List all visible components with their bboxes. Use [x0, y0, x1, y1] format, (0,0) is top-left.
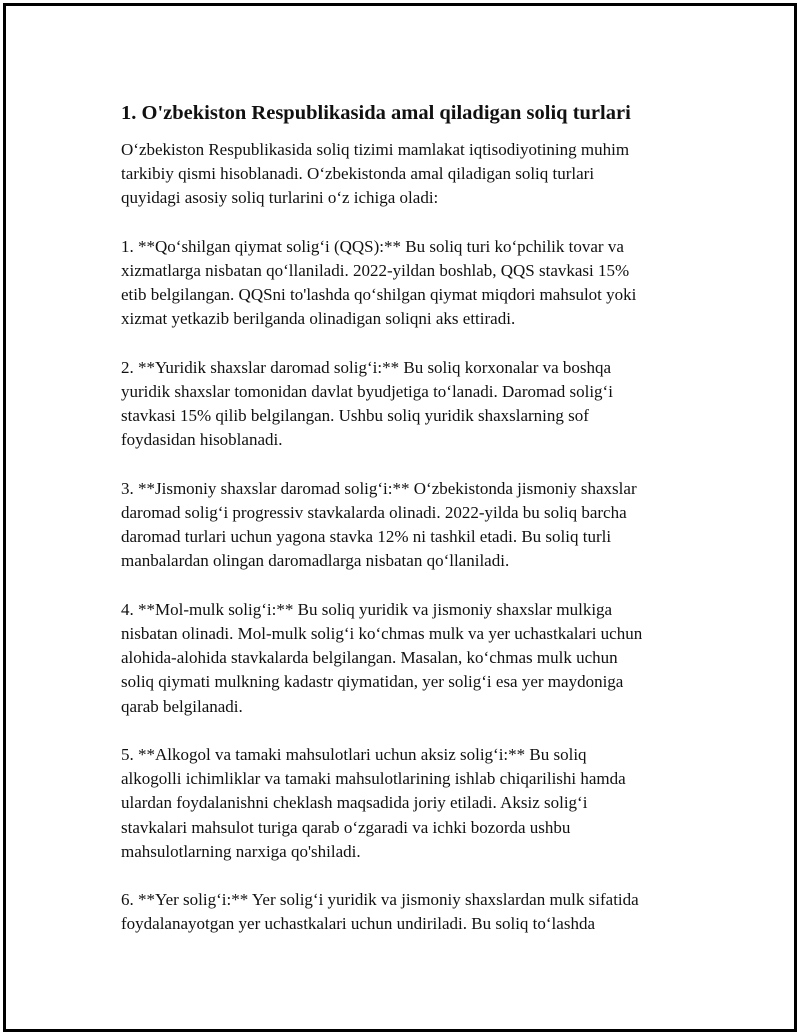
text-line: xizmatlarga nisbatan qo‘llaniladi. 2022-yildan boshlab, QQS stavkasi 15%: [121, 261, 630, 280]
text-line: manbalardan olingan daromadlarga nisbatan qo‘llaniladi.: [121, 551, 510, 571]
text-line: nisbatan olinadi. Mol-mulk solig‘i ko‘chmas mulk va yer uchastkalari uchun: [121, 624, 643, 643]
text-line: 2. **Yuridik shaxslar daromad solig‘i:** Bu soliq korxonalar va boshqa: [121, 357, 612, 377]
section-heading: 1. O'zbekiston Respublikasida amal qiladigan soliq turlari: [121, 102, 631, 124]
page-frame: [3, 3, 797, 1032]
text-line: alohida-alohida stavkalarda belgilangan. Masalan, ko‘chmas mulk uchun: [121, 648, 618, 668]
paragraph-intro: [121, 138, 701, 211]
text-line: foydalanayotgan yer uchastkalari uchun undiriladi. Bu soliq to‘lashda: [121, 914, 595, 934]
text-line: foydasidan hisoblanadi.: [121, 430, 283, 450]
text-line: tarkibiy qismi hisoblanadi. O‘zbekistonda amal qiladigan soliq turlari: [121, 164, 595, 184]
paragraph-corporate-income-tax: [121, 356, 701, 453]
text-line: 4. **Mol-mulk solig‘i:** Bu soliq yuridik va jismoniy shaxslar mulkiga: [121, 599, 613, 619]
text-line: 6. **Yer solig‘i:** Yer solig‘i yuridik va jismoniy shaxslardan mulk sifatida: [121, 890, 639, 910]
text-line: stavkalari mahsulot turiga qarab o‘zgaradi va ichki bozorda ushbu: [121, 817, 571, 837]
text-line: 1. **Qo‘shilgan qiymat solig‘i (QQS):** Bu soliq turi ko‘pchilik tovar va: [121, 236, 624, 256]
text-line: daromad turlari uchun yagona stavka 12% ni tashkil etadi. Bu soliq turli: [121, 527, 612, 547]
paragraph-vat: [121, 235, 701, 332]
text-line: stavkasi 15% qilib belgilangan. Ushbu soliq yuridik shaxslarning sof: [121, 406, 589, 426]
text-line: qarab belgilanadi.: [121, 696, 243, 716]
text-line: O‘zbekiston Respublikasida soliq tizimi mamlakat iqtisodiyotining muhim: [121, 140, 630, 159]
text-line: alkogolli ichimliklar va tamaki mahsulotlarining ishlab chiqarilishi hamda: [121, 769, 626, 789]
text-line: 3. **Jismoniy shaxslar daromad solig‘i:** O‘zbekistonda jismoniy shaxslar: [121, 478, 637, 498]
text-line: daromad solig‘i progressiv stavkalarda olinadi. 2022-yilda bu soliq barcha: [121, 503, 627, 522]
paragraph-excise-tax: [121, 743, 701, 864]
text-line: ulardan foydalanishni cheklash maqsadida joriy etiladi. Aksiz solig‘i: [121, 793, 588, 813]
paragraph-land-tax: [121, 888, 701, 936]
text-line: xizmat yetkazib berilganda olinadigan soliqni aks ettiradi.: [121, 309, 516, 329]
text-line: mahsulotlarning narxiga qo'shiladi.: [121, 841, 361, 861]
text-line: quyidagi asosiy soliq turlarini o‘z ichiga oladi:: [121, 188, 439, 208]
text-line: soliq qiymati mulkning kadastr qiymatidan, yer solig‘i esa yer maydoniga: [121, 672, 624, 692]
text-line: yuridik shaxslar tomonidan davlat byudjetiga to‘lanadi. Daromad solig‘i: [121, 382, 613, 401]
document-body: [121, 99, 701, 961]
text-line: etib belgilangan. QQSni to'lashda qo‘shilgan qiymat miqdori mahsulot yoki: [121, 285, 637, 305]
paragraph-property-tax: [121, 598, 701, 719]
paragraph-personal-income-tax: [121, 477, 701, 574]
text-line: 5. **Alkogol va tamaki mahsulotlari uchun aksiz solig‘i:** Bu soliq: [121, 745, 587, 764]
